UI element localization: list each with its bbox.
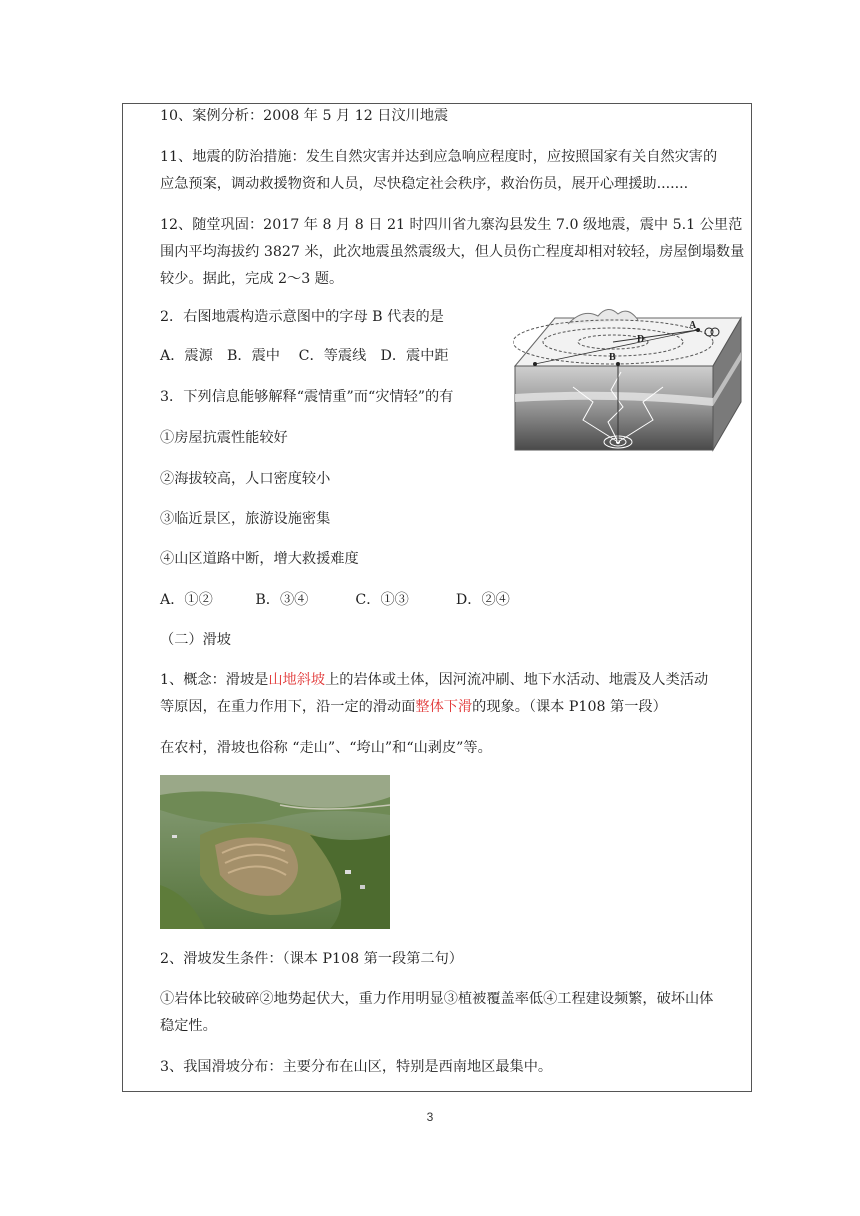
question-3-options: A．①② B．③④ C．①③ D．②④ xyxy=(160,592,510,608)
option-3: ③临近景区，旅游设施密集 xyxy=(160,511,331,527)
concept-line-1 xyxy=(160,667,708,694)
page-number: 3 xyxy=(426,1110,434,1124)
folk-name-line: 在农村，滑坡也俗称 “走山”、“垮山”和“山剥皮”等。 xyxy=(160,740,492,756)
section-landslide-heading: （二）滑坡 xyxy=(160,632,231,648)
prevention-line-1: 11、地震的防治措施：发生自然灾害并达到应急响应程度时，应按照国家有关自然灾害的 xyxy=(160,149,718,165)
concept-text: 的现象。（课本 P108 第一段） xyxy=(472,699,667,715)
case-analysis-line: 10、案例分析：2008 年 5 月 12 日汶川地震 xyxy=(160,108,449,124)
distribution-line: 3、我国滑坡分布：主要分布在山区，特别是西南地区最集中。 xyxy=(160,1059,553,1075)
label-a: A xyxy=(689,320,697,331)
conditions-line-2: 稳定性。 xyxy=(160,1018,217,1034)
option-4: ④山区道路中断，增大救援难度 xyxy=(160,551,359,567)
label-d: D xyxy=(637,334,645,345)
question-2: 2．右图地震构造示意图中的字母 B 代表的是 xyxy=(160,309,444,325)
landslide-photo xyxy=(160,775,390,929)
concept-highlight-slide: 整体下滑 xyxy=(415,699,473,715)
practice-line-1: 12、随堂巩固：2017 年 8 月 8 日 21 时四川省九寨沟县发生 7.0 级地震，震中 5.1 公里范 xyxy=(160,217,743,233)
question-3: 3．下列信息能够解释“震情重”而“灾情轻”的有 xyxy=(160,389,454,405)
option-1: ①房屋抗震性能较好 xyxy=(160,430,288,446)
option-2: ②海拔较高，人口密度较小 xyxy=(160,471,331,487)
concept-text: 上的岩体或土体，因河流冲刷、地下水活动、地震及人类活动 xyxy=(325,672,709,688)
concept-highlight-slope: 山地斜坡 xyxy=(268,672,326,688)
earthquake-structure-diagram xyxy=(513,302,743,452)
conditions-heading: 2、滑坡发生条件：（课本 P108 第一段第二句） xyxy=(160,951,463,967)
concept-text: 等原因，在重力作用下，沿一定的滑动面 xyxy=(160,699,416,715)
practice-line-3: 较少。据此，完成 2～3 题。 xyxy=(160,271,344,287)
concept-text: 1、概念：滑坡是 xyxy=(160,672,269,688)
conditions-line-1: ①岩体比较破碎②地势起伏大，重力作用明显③植被覆盖率低④工程建设频繁，破坏山体 xyxy=(160,991,714,1007)
label-b: B xyxy=(609,352,616,363)
practice-line-2: 围内平均海拔约 3827 米，此次地震虽然震级大，但人员伤亡程度却相对较轻，房屋倒塌数量 xyxy=(160,244,745,260)
prevention-line-2: 应急预案，调动救援物资和人员，尽快稳定社会秩序，救治伤员，展开心理援助....... xyxy=(160,176,689,192)
question-2-options: A．震源 B．震中 C．等震线 D．震中距 xyxy=(160,348,449,364)
concept-line-2 xyxy=(160,694,667,721)
